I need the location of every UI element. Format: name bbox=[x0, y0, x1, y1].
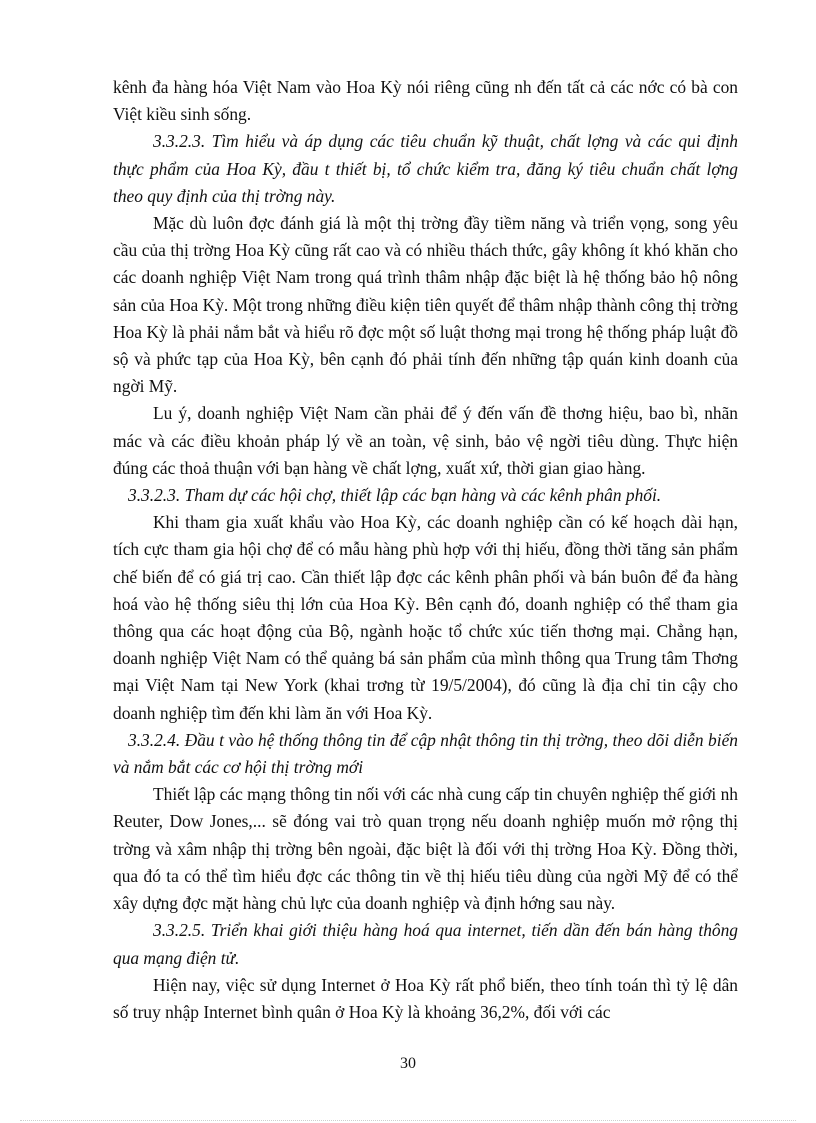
section-heading-3-3-2-4-information: 3.3.2.4. Đầu t vào hệ thống thông tin để cập nhật thông tin thị trờng, theo dõi diễn biến và nắm bắt các cơ hội thị trờng mới bbox=[113, 729, 738, 778]
paragraph-continuation: kênh đa hàng hóa Việt Nam vào Hoa Kỳ nói riêng cũng nh đến tất cả các nớc có bà con Việt kiều sinh sống. bbox=[113, 77, 738, 125]
paragraph-market-requirements: Mặc dù luôn đợc đánh giá là một thị trờng đầy tiềm năng và triển vọng, song yêu cầu của thị trờng Hoa Kỳ cũng rất cao và có nhiều thách thức, gây không ít khó khăn cho các doanh nghiệp Việt Nam trong quá trình thâm nhập đặc biệt là hệ thống bảo hộ nông sản của Hoa Kỳ. Một trong những điều kiện tiên quyết để thâm nhập thành công thị trờng Hoa Kỳ là phải nắm bắt và hiểu rõ đợc một số luật thơng mại trong hệ thống pháp luật đồ sộ và phức tạp của Hoa Kỳ, bên cạnh đó phải tính đến những tập quán kinh doanh của ngời Mỹ. bbox=[113, 213, 738, 397]
paragraph-trade-fairs: Khi tham gia xuất khẩu vào Hoa Kỳ, các doanh nghiệp cần có kế hoạch dài hạn, tích cực tham gia hội chợ để có mẫu hàng phù hợp với thị hiếu, đồng thời tăng sản phẩm chế biến để có giá trị cao. Cần thiết lập đợc các kênh phân phối và bán buôn để đa hàng hoá vào hệ thống siêu thị lớn của Hoa Kỳ. Bên cạnh đó, doanh nghiệp có thể tham gia thông qua các hoạt động của Bộ, ngành hoặc tổ chức xúc tiến thơng mại. Chẳng hạn, doanh nghiệp Việt Nam có thể quảng bá sản phẩm của mình thông qua Trung tâm Thơng mại Việt Nam tại New York (khai trơng từ 19/5/2004), đó cũng là địa chỉ tin cậy cho doanh nghiệp tìm đến khi làm ăn với Hoa Kỳ. bbox=[113, 512, 738, 723]
section-heading-3-3-2-3-trade-fairs: 3.3.2.3. Tham dự các hội chợ, thiết lập các bạn hàng và các kênh phân phối. bbox=[128, 485, 662, 506]
paragraph-information-networks: Thiết lập các mạng thông tin nối với các nhà cung cấp tin chuyên nghiệp thế giới nh Reuter, Dow Jones,... sẽ đóng vai trò quan trọng nếu doanh nghiệp muốn mở rộng thị trờng và xâm nhập thị trờng bên ngoài, đặc biệt là đối với thị trờng Hoa Kỳ. Đồng thời, qua đó ta có thể tìm hiểu đợc các thông tin về thị hiếu tiêu dùng của ngời Mỹ để có thể xây dựng đợc mặt hàng chủ lực của doanh nghiệp và định hớng sau này. bbox=[113, 784, 738, 914]
section-heading-3-3-2-5-internet: 3.3.2.5. Triển khai giới thiệu hàng hoá qua internet, tiến dần đến bán hàng thông qua mạng điện tử. bbox=[113, 920, 738, 968]
document-page bbox=[113, 74, 738, 1026]
paragraph-brand-packaging: Lu ý, doanh nghiệp Việt Nam cần phải để ý đến vấn đề thơng hiệu, bao bì, nhãn mác và các điều khoản pháp lý về an toàn, vệ sinh, bảo vệ ngời tiêu dùng. Thực hiện đúng các thoả thuận với bạn hàng về chất lợng, xuất xứ, thời gian giao hàng. bbox=[113, 403, 738, 478]
section-heading-3-3-2-3-standards: 3.3.2.3. Tìm hiểu và áp dụng các tiêu chuẩn kỹ thuật, chất lợng và các qui định thực phẩm của Hoa Kỳ, đầu t thiết bị, tổ chức kiểm tra, đăng ký tiêu chuẩn chất lợng theo quy định của thị trờng này. bbox=[113, 131, 738, 206]
page-bottom-divider bbox=[20, 1120, 796, 1121]
paragraph-internet-usage: Hiện nay, việc sử dụng Internet ở Hoa Kỳ rất phổ biến, theo tính toán thì tỷ lệ dân số truy nhập Internet bình quân ở Hoa Kỳ là khoảng 36,2%, đối với các bbox=[113, 974, 738, 1022]
page-number: 30 bbox=[400, 1055, 416, 1072]
